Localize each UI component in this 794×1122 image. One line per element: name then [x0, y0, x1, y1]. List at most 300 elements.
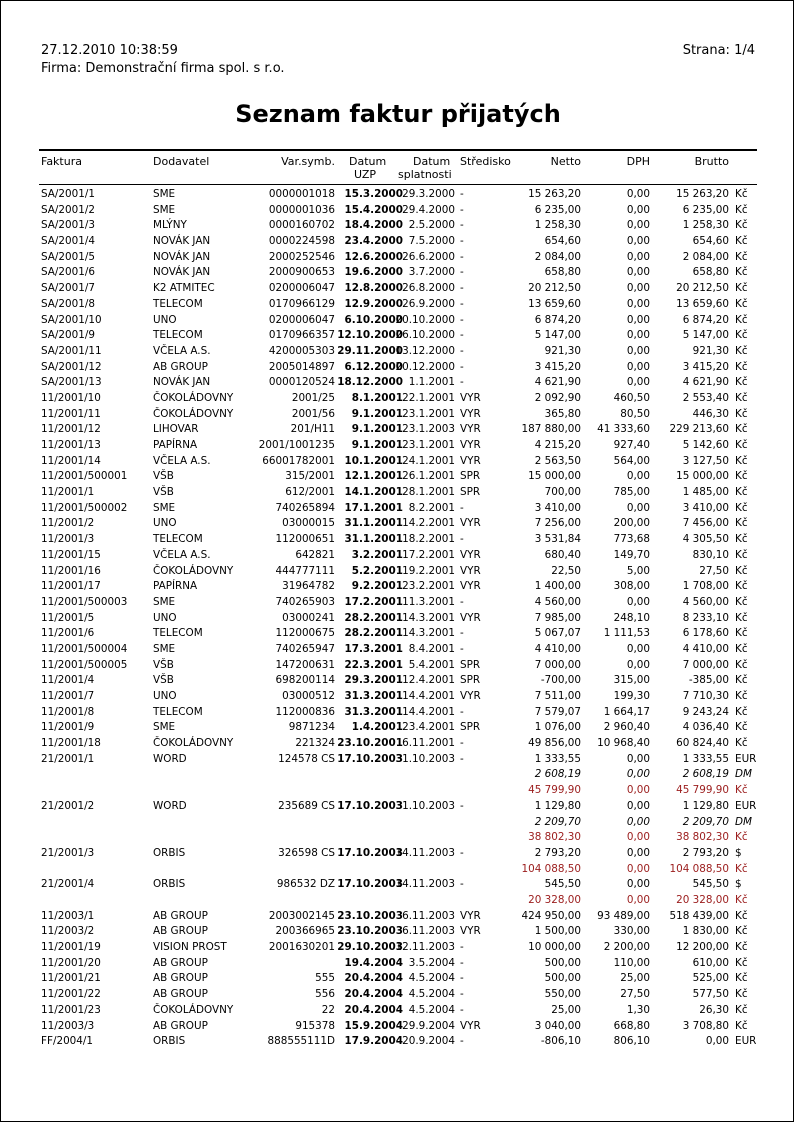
cell-mena: Kč: [735, 282, 748, 295]
cell-dodavatel: VŠB: [153, 674, 174, 687]
cell-var-symb: 612/2001: [285, 486, 335, 499]
cell-brutto: 830,10: [692, 548, 729, 561]
cell-mena: Kč: [735, 470, 748, 483]
cell-stredisko: -: [460, 313, 464, 326]
cell-mena: Kč: [735, 517, 748, 530]
cell-netto: 500,00: [544, 972, 581, 985]
cell-var-symb: 112000651: [275, 533, 335, 546]
cell-dph: 199,30: [613, 690, 650, 702]
cell-dodavatel: TELECOM: [153, 533, 203, 546]
cell-stredisko: VYR: [460, 564, 481, 577]
cell-brutto: 610,00: [692, 956, 729, 969]
cell-datum-splatnosti: 6.11.2003: [402, 909, 455, 922]
cell-brutto: 654,60: [692, 235, 729, 248]
cell-brutto: 3 708,80: [682, 1019, 729, 1032]
cell-datum-uzp: 17.3.2001: [344, 642, 403, 655]
cell-faktura: 11/2003/3: [41, 1019, 95, 1032]
cell-faktura: 21/2001/4: [41, 878, 95, 891]
cell-datum-splatnosti: 14.4.2001: [402, 690, 455, 702]
cell-faktura: 11/2001/2: [41, 517, 95, 530]
cell-datum-splatnosti: 31.10.2003: [395, 752, 455, 765]
cell-dph: 806,10: [613, 1035, 650, 1048]
header-rule-bottom: [39, 184, 757, 185]
cell-stredisko: -: [460, 627, 464, 640]
cell-datum-uzp: 18.4.2000: [344, 219, 403, 232]
table-row: [1, 909, 794, 925]
table-row: [1, 469, 794, 485]
cell-faktura: 11/2001/14: [41, 454, 101, 467]
cell-stredisko: VYR: [460, 925, 481, 938]
cell-brutto-converted: 45 799,90: [676, 784, 729, 797]
cell-var-symb: 0000224598: [268, 235, 335, 248]
cell-datum-splatnosti: 17.2.2001: [402, 548, 455, 561]
cell-brutto-converted: 104 088,50: [669, 862, 729, 875]
cell-netto: 7 511,00: [534, 690, 581, 702]
cell-netto-converted: 2 209,70: [534, 815, 581, 828]
cell-mena: Kč: [735, 533, 748, 546]
cell-faktura: 11/2001/500004: [41, 642, 128, 655]
cell-stredisko: -: [460, 203, 464, 216]
cell-datum-uzp: 28.2.2001: [344, 611, 403, 624]
table-row: [1, 516, 794, 532]
cell-netto: 4 410,00: [534, 642, 581, 655]
cell-netto: 1 500,00: [534, 925, 581, 938]
cell-stredisko: -: [460, 533, 464, 546]
cell-mena: Kč: [735, 329, 748, 342]
table-row: [1, 689, 794, 705]
cell-dodavatel: SME: [153, 188, 176, 200]
cell-mena: Kč: [735, 266, 748, 279]
cell-stredisko: SPR: [460, 486, 481, 499]
cell-dodavatel: TELECOM: [153, 329, 203, 342]
cell-brutto: 3 410,00: [682, 501, 729, 514]
table-row: [1, 846, 794, 877]
table-row: [1, 328, 794, 344]
cell-faktura: SA/2001/13: [41, 376, 102, 389]
cell-dph: 0,00: [626, 203, 650, 216]
cell-faktura: SA/2001/6: [41, 266, 95, 279]
table-row: [1, 203, 794, 219]
cell-var-symb: 0200006047: [268, 282, 335, 295]
cell-netto: 7 256,00: [534, 517, 581, 530]
cell-faktura: SA/2001/12: [41, 360, 102, 373]
cell-datum-uzp: 8.1.2001: [351, 391, 403, 404]
cell-netto: 2 092,90: [534, 391, 581, 404]
cell-datum-splatnosti: 23.2.2001: [402, 580, 455, 593]
table-row: [1, 956, 794, 972]
cell-mena: Kč: [735, 611, 748, 624]
cell-dodavatel: UNO: [153, 611, 177, 624]
cell-faktura: 11/2001/6: [41, 627, 95, 640]
cell-brutto: 2 553,40: [682, 391, 729, 404]
cell-faktura: 21/2001/2: [41, 799, 95, 812]
cell-datum-uzp: 18.12.2000: [337, 376, 403, 389]
cell-brutto: 518 439,00: [669, 909, 729, 922]
table-row: [1, 391, 794, 407]
cell-datum-splatnosti: 20.10.2000: [395, 313, 455, 326]
cell-netto: 550,00: [544, 988, 581, 1001]
cell-mena: Kč: [735, 956, 748, 969]
cell-datum-uzp: 14.1.2001: [344, 486, 403, 499]
cell-datum-uzp: 29.10.2003: [337, 941, 403, 954]
cell-netto: 2 793,20: [534, 846, 581, 859]
cell-netto: 1 400,00: [534, 580, 581, 593]
cell-var-symb: 915378: [295, 1019, 335, 1032]
cell-faktura: 11/2001/17: [41, 580, 101, 593]
cell-mena-converted: Kč: [735, 862, 748, 875]
cell-brutto: 9 243,24: [682, 705, 729, 718]
cell-brutto: 60 824,40: [676, 737, 729, 750]
cell-datum-uzp: 6.10.2000: [344, 313, 403, 326]
cell-mena: Kč: [735, 972, 748, 985]
cell-datum-uzp: 23.10.2003: [337, 925, 403, 938]
cell-mena-converted: Kč: [735, 831, 748, 844]
cell-var-symb: 03000512: [282, 690, 335, 702]
cell-datum-splatnosti: 28.1.2001: [402, 486, 455, 499]
cell-stredisko: -: [460, 282, 464, 295]
cell-netto: 654,60: [544, 235, 581, 248]
cell-brutto: 6 874,20: [682, 313, 729, 326]
cell-var-symb: 740265903: [275, 595, 335, 608]
cell-mena: Kč: [735, 407, 748, 420]
cell-datum-uzp: 9.1.2001: [351, 439, 403, 451]
table-row: [1, 799, 794, 846]
cell-mena: Kč: [735, 313, 748, 326]
table-row: [1, 454, 794, 470]
cell-dph: 330,00: [613, 925, 650, 938]
cell-netto: 15 000,00: [528, 470, 581, 483]
cell-datum-splatnosti: 6.11.2001: [402, 737, 455, 750]
cell-stredisko: SPR: [460, 721, 481, 734]
cell-var-symb: 112000675: [275, 627, 335, 640]
cell-dodavatel: NOVÁK JAN: [153, 266, 211, 279]
cell-netto: 13 659,60: [528, 297, 581, 310]
col-brutto: Brutto: [694, 155, 729, 168]
cell-brutto: 525,00: [692, 972, 729, 985]
cell-faktura: 11/2003/2: [41, 925, 95, 938]
cell-datum-splatnosti: 29.3.2000: [402, 188, 455, 200]
cell-mena: EUR: [735, 1035, 757, 1048]
cell-mena: Kč: [735, 439, 748, 451]
cell-brutto: 7 000,00: [682, 658, 729, 671]
cell-netto-converted: 20 328,00: [528, 894, 581, 907]
cell-netto: 4 621,90: [534, 376, 581, 389]
cell-netto: 7 985,00: [534, 611, 581, 624]
table-row: [1, 564, 794, 580]
cell-datum-splatnosti: 26.6.2000: [402, 250, 455, 263]
cell-dodavatel: TELECOM: [153, 627, 203, 640]
col-netto: Netto: [550, 155, 581, 168]
cell-datum-uzp: 17.10.2003: [337, 878, 403, 891]
col-stredisko: Středisko: [460, 155, 511, 168]
cell-datum-splatnosti: 6.11.2003: [402, 925, 455, 938]
cell-brutto: 1 708,00: [682, 580, 729, 593]
cell-stredisko: -: [460, 941, 464, 954]
cell-faktura: 11/2001/8: [41, 705, 95, 718]
cell-brutto-converted: 2 608,19: [682, 768, 729, 781]
table-row: [1, 265, 794, 281]
cell-datum-splatnosti: 3.7.2000: [408, 266, 455, 279]
cell-datum-uzp: 12.8.2000: [344, 282, 403, 295]
cell-var-symb: 2003002145: [268, 909, 335, 922]
cell-brutto: 577,50: [692, 988, 729, 1001]
cell-datum-splatnosti: 24.1.2001: [402, 454, 455, 467]
cell-var-symb: 698200114: [275, 674, 335, 687]
table-row: [1, 971, 794, 987]
cell-dodavatel: AB GROUP: [153, 988, 208, 1001]
cell-brutto: 921,30: [692, 344, 729, 357]
table-row: [1, 485, 794, 501]
cell-faktura: 11/2001/18: [41, 737, 101, 750]
cell-brutto: 1 258,30: [682, 219, 729, 232]
cell-dodavatel: AB GROUP: [153, 1019, 208, 1032]
cell-mena: Kč: [735, 391, 748, 404]
cell-stredisko: VYR: [460, 391, 481, 404]
cell-var-symb: 66001782001: [262, 454, 335, 467]
cell-dodavatel: ČOKOLÁDOVNY: [153, 391, 234, 404]
cell-netto: 6 874,20: [534, 313, 581, 326]
cell-dph: 0,00: [626, 297, 650, 310]
cell-faktura: 11/2001/4: [41, 674, 95, 687]
cell-brutto: -385,00: [688, 674, 729, 687]
cell-datum-splatnosti: 13.12.2000: [395, 344, 455, 357]
cell-var-symb: 2005014897: [268, 360, 335, 373]
cell-var-symb: 2001/56: [291, 407, 335, 420]
cell-var-symb: 0000160702: [268, 219, 335, 232]
cell-faktura: SA/2001/2: [41, 203, 95, 216]
cell-dph: 0,00: [626, 188, 650, 200]
cell-netto: 1 129,80: [534, 799, 581, 812]
cell-datum-splatnosti: 23.1.2001: [402, 439, 455, 451]
cell-brutto-converted: 20 328,00: [676, 894, 729, 907]
cell-netto: 6 235,00: [534, 203, 581, 216]
report-title: Seznam faktur přijatých: [235, 100, 561, 128]
cell-brutto: 6 178,60: [682, 627, 729, 640]
cell-var-symb: 235689 CS: [278, 799, 335, 812]
cell-datum-uzp: 17.1.2001: [344, 501, 403, 514]
cell-var-symb: 2000252546: [268, 250, 335, 263]
cell-netto: 187 880,00: [521, 423, 581, 436]
cell-stredisko: -: [460, 846, 464, 859]
cell-mena: Kč: [735, 501, 748, 514]
cell-datum-splatnosti: 4.5.2004: [408, 1003, 455, 1016]
cell-brutto: 1 830,00: [682, 925, 729, 938]
cell-faktura: 11/2001/21: [41, 972, 101, 985]
cell-dodavatel: NOVÁK JAN: [153, 250, 211, 263]
cell-stredisko: -: [460, 344, 464, 357]
cell-mena: Kč: [735, 627, 748, 640]
cell-brutto: 20 212,50: [676, 282, 729, 295]
cell-datum-splatnosti: 3.5.2004: [408, 956, 455, 969]
cell-dodavatel: WORD: [153, 799, 187, 812]
cell-faktura: 11/2001/5: [41, 611, 95, 624]
table-row: [1, 438, 794, 454]
cell-datum-uzp: 20.4.2004: [344, 972, 403, 985]
cell-mena: Kč: [735, 658, 748, 671]
table-row: [1, 752, 794, 799]
cell-brutto: 4 560,00: [682, 595, 729, 608]
cell-mena: Kč: [735, 909, 748, 922]
cell-stredisko: VYR: [460, 909, 481, 922]
cell-datum-splatnosti: 26.10.2000: [395, 329, 455, 342]
cell-netto: 658,80: [544, 266, 581, 279]
cell-dph: 0,00: [626, 250, 650, 263]
cell-stredisko: -: [460, 705, 464, 718]
cell-netto: 1 333,55: [534, 752, 581, 765]
cell-stredisko: -: [460, 878, 464, 891]
cell-var-symb: 0170966129: [268, 297, 335, 310]
cell-datum-uzp: 23.4.2000: [344, 235, 403, 248]
cell-mena: Kč: [735, 423, 748, 436]
table-row: [1, 313, 794, 329]
cell-datum-splatnosti: 8.4.2001: [408, 642, 455, 655]
cell-datum-uzp: 17.10.2003: [337, 846, 403, 859]
cell-faktura: SA/2001/3: [41, 219, 95, 232]
cell-dodavatel: VČELA A.S.: [153, 344, 211, 357]
cell-netto: 424 950,00: [521, 909, 581, 922]
cell-brutto: 4 410,00: [682, 642, 729, 655]
cell-var-symb: 2001/25: [291, 391, 335, 404]
cell-dodavatel: VČELA A.S.: [153, 454, 211, 467]
cell-netto: 20 212,50: [528, 282, 581, 295]
cell-stredisko: VYR: [460, 454, 481, 467]
cell-brutto: 13 659,60: [676, 297, 729, 310]
cell-faktura: 11/2001/1: [41, 486, 95, 499]
cell-datum-splatnosti: 1.1.2001: [408, 376, 455, 389]
cell-datum-splatnosti: 12.4.2001: [402, 674, 455, 687]
cell-mena: Kč: [735, 705, 748, 718]
cell-datum-splatnosti: 11.3.2001: [402, 595, 455, 608]
cell-mena: Kč: [735, 235, 748, 248]
cell-dodavatel: AB GROUP: [153, 909, 208, 922]
cell-netto: 1 258,30: [534, 219, 581, 232]
cell-dph: 0,00: [626, 878, 650, 891]
cell-brutto: 5 142,60: [682, 439, 729, 451]
cell-netto: -806,10: [540, 1035, 581, 1048]
cell-mena: Kč: [735, 188, 748, 200]
cell-dodavatel: UNO: [153, 313, 177, 326]
cell-brutto: 229 213,60: [669, 423, 729, 436]
cell-netto: 4 215,20: [534, 439, 581, 451]
cell-dph: 80,50: [620, 407, 650, 420]
cell-stredisko: -: [460, 235, 464, 248]
cell-dodavatel: SME: [153, 721, 176, 734]
cell-mena: Kč: [735, 376, 748, 389]
cell-datum-uzp: 9.1.2001: [351, 407, 403, 420]
cell-dph: 315,00: [613, 674, 650, 687]
cell-stredisko: VYR: [460, 548, 481, 561]
cell-dodavatel: VŠB: [153, 658, 174, 671]
cell-var-symb: 315/2001: [285, 470, 335, 483]
cell-dph: 41 333,60: [597, 423, 650, 436]
cell-datum-uzp: 29.11.2000: [337, 344, 403, 357]
cell-dodavatel: ORBIS: [153, 846, 186, 859]
cell-dodavatel: TELECOM: [153, 705, 203, 718]
cell-faktura: SA/2001/9: [41, 329, 95, 342]
table-row: [1, 705, 794, 721]
table-row: [1, 673, 794, 689]
cell-datum-splatnosti: 14.11.2003: [395, 878, 455, 891]
cell-datum-uzp: 12.6.2000: [344, 250, 403, 263]
cell-stredisko: -: [460, 250, 464, 263]
cell-datum-splatnosti: 14.4.2001: [402, 705, 455, 718]
cell-faktura: 11/2001/16: [41, 564, 101, 577]
cell-dph: 773,68: [613, 533, 650, 546]
table-row: [1, 532, 794, 548]
cell-brutto: 7 456,00: [682, 517, 729, 530]
cell-netto: 22,50: [551, 564, 581, 577]
cell-datum-splatnosti: 26.9.2000: [402, 297, 455, 310]
cell-faktura: 21/2001/3: [41, 846, 95, 859]
cell-datum-uzp: 15.3.2000: [344, 188, 403, 200]
cell-brutto: 446,30: [692, 407, 729, 420]
cell-faktura: SA/2001/8: [41, 297, 95, 310]
cell-faktura: 11/2001/500003: [41, 595, 128, 608]
table-row: [1, 626, 794, 642]
cell-faktura: 11/2001/3: [41, 533, 95, 546]
cell-datum-uzp: 5.2.2001: [351, 564, 403, 577]
cell-datum-uzp: 17.2.2001: [344, 595, 403, 608]
cell-dodavatel: NOVÁK JAN: [153, 376, 211, 389]
cell-datum-splatnosti: 23.1.2001: [402, 407, 455, 420]
cell-stredisko: VYR: [460, 611, 481, 624]
cell-datum-uzp: 28.2.2001: [344, 627, 403, 640]
col-datum-uzp-2: UZP: [354, 168, 377, 181]
cell-faktura: SA/2001/4: [41, 235, 95, 248]
cell-dodavatel: SME: [153, 203, 176, 216]
cell-netto: 5 147,00: [534, 329, 581, 342]
cell-brutto: 6 235,00: [682, 203, 729, 216]
cell-mena: Kč: [735, 454, 748, 467]
cell-stredisko: -: [460, 799, 464, 812]
cell-mena: Kč: [735, 219, 748, 232]
cell-brutto: 27,50: [699, 564, 729, 577]
cell-dph: 110,00: [613, 956, 650, 969]
cell-stredisko: VYR: [460, 580, 481, 593]
cell-brutto: 658,80: [692, 266, 729, 279]
cell-netto-converted: 2 608,19: [534, 768, 581, 781]
table-row: [1, 924, 794, 940]
cell-var-symb: 0200006047: [268, 313, 335, 326]
cell-dodavatel: ČOKOLÁDOVNY: [153, 407, 234, 420]
cell-dph: 27,50: [620, 988, 650, 1001]
cell-dph: 308,00: [613, 580, 650, 593]
table-row: [1, 422, 794, 438]
table-row: [1, 1019, 794, 1035]
cell-dodavatel: ORBIS: [153, 1035, 186, 1048]
cell-datum-uzp: 12.1.2001: [344, 470, 403, 483]
table-row: [1, 1034, 794, 1050]
cell-dph: 564,00: [613, 454, 650, 467]
cell-netto: 15 263,20: [528, 188, 581, 200]
col-faktura: Faktura: [41, 155, 82, 168]
cell-faktura: FF/2004/1: [41, 1035, 94, 1048]
table-row: [1, 281, 794, 297]
cell-var-symb: 0170966357: [268, 329, 335, 342]
table-row: [1, 611, 794, 627]
cell-mena: Kč: [735, 690, 748, 702]
cell-netto: 2 084,00: [534, 250, 581, 263]
cell-dph: 0,00: [626, 235, 650, 248]
cell-datum-uzp: 19.4.2004: [344, 956, 403, 969]
cell-dph: 0,00: [626, 360, 650, 373]
invoice-table-body: [1, 187, 794, 1050]
cell-brutto: 4 305,50: [682, 533, 729, 546]
cell-stredisko: VYR: [460, 407, 481, 420]
cell-faktura: 11/2001/500001: [41, 470, 128, 483]
cell-mena: EUR: [735, 799, 757, 812]
cell-netto: 5 067,07: [534, 627, 581, 640]
